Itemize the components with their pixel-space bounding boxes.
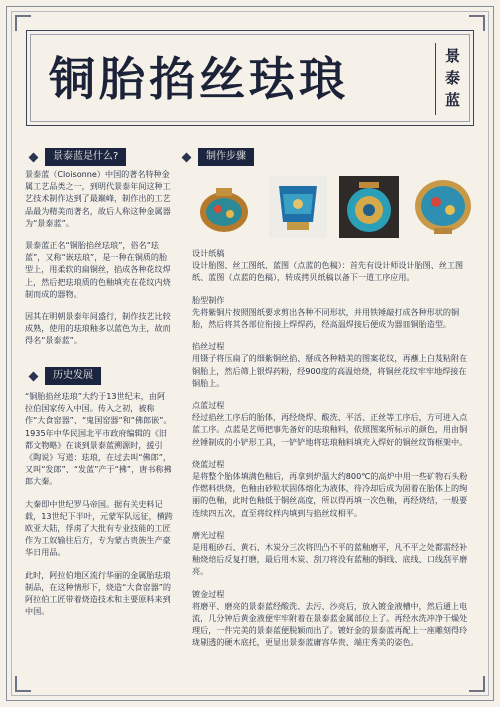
step-body: 先将紫铜片按照图纸要求剪出各种不同形状，并用铁锤敲打成各种形状的铜胎，然后将其各部位衔接上焊焊药，经高温焊接后便成为器皿铜胎造型。	[192, 306, 460, 330]
jingtailan-jar-photo	[339, 176, 399, 238]
subtitle-char: 景	[444, 47, 460, 65]
paragraph: 大秦即中世纪罗马帝国。据有关史料记载，13世纪下半叶，元蒙军队远征，横跨欧亚大陆，俘虏了大批有专业技能的工匠作为工奴输往后方，专为蒙古贵族生产豪华日用品。	[25, 498, 173, 558]
step-item	[192, 247, 474, 284]
section-heading-history	[30, 367, 101, 385]
diamond-bullet-icon	[182, 152, 192, 162]
corner-ornament	[469, 676, 485, 692]
paragraph: “铜胎掐丝珐琅”大约于13世纪末，由阿拉伯国家传入中国。传入之初，被称作“大食窑器”、“鬼国窑器”和“佛郎嵌”。1935年中华民国北平市政府编辑的《旧都文物略》在谈到景泰蓝溯源时，援引《陶说》写道：珐琅，在过去叫“佛郎”，又叫“发郎”、“发蓝”产于“拂”，唐书称拂郎大秦。	[25, 391, 172, 487]
step-title: 胎型制作	[192, 294, 225, 305]
subtitle-vertical	[435, 43, 463, 115]
step-body: 将磨平、磨亮的景泰蓝经酸洗、去污、沙亮后，放入镀金液槽中，然后通上电流，几分钟后黄金液便牢牢附着在景泰蓝金属部位上了。再经水洗冲净干燥处理后，一件完美的景泰蓝便脱颖而出了。镀好金的景泰蓝再配上一座雕刻得玲珑剔透的硬木底托，更显出景泰蓝庸容华贵、端庄秀美的姿色。	[192, 600, 468, 648]
photo-strip	[192, 176, 474, 240]
step-title: 点蓝过程	[192, 400, 225, 411]
step-item	[192, 588, 474, 649]
step-title: 掐丝过程	[192, 341, 225, 352]
step-title: 镀金过程	[192, 588, 225, 599]
page-title: 铜胎掐丝珐琅	[49, 52, 349, 106]
step-item	[192, 529, 474, 578]
diamond-bullet-icon	[29, 152, 39, 162]
jingtailan-bowl-photo	[412, 176, 474, 238]
step-body: 经过掐丝工序后的胎体，再经烧焊、酸洗、平活、正丝等工序后，方可进入点蓝工序。点蓝是艺师把事先备好的珐琅釉料，依照图案所标示的颜色，用由铜丝锤制成的小铲形工具，一铲铲地将珐琅釉料填充入焊好的铜丝纹饰框架中。	[192, 412, 468, 447]
step-item	[192, 458, 474, 519]
subtitle-char: 泰	[444, 69, 460, 87]
paragraph: 景泰蓝（Cloisonne）中国的著名特种金属工艺品类之一，到明代景泰年间这种工艺技术制作达到了最巅峰，制作出的工艺品最为精美而著名，故后人称这种金属器为“景泰蓝”。	[25, 169, 171, 228]
jingtailan-cup-photo	[269, 176, 327, 238]
jingtailan-vase-photo	[192, 176, 256, 238]
step-body: 用镊子将压扁了的细紫铜丝掐、掰成各种精美的图案花纹，再蘸上白芨粘附在铜胎上，然后筛上银焊药粉，经900度的高温焙烧，将铜丝花纹牢牢地焊接在铜胎上。	[192, 353, 468, 388]
corner-ornament	[15, 676, 31, 692]
step-title: 设计纸稿	[192, 248, 225, 258]
paragraph: 此时，阿拉伯地区流行华丽的金属胎珐琅制品，在这种情形下，烧造“大食窑器”的阿拉伯工匠带着烧造技术和主要原料来到中国。	[25, 569, 171, 617]
history-text	[25, 390, 173, 627]
section-heading-label: 景泰蓝是什么?	[45, 148, 126, 166]
step-body: 是将整个胎体填满色釉后，再拿到炉温大约800℃的高炉中用一些矿物石头粉作燃料烘烧，色釉由砂粒状固体熔化为液体，待冷却后成为固着在胎体上的绚丽的色釉，此时色釉低于铜丝高度，所以得再填一次色釉，再经烧结，一般要连续四五次，直至将纹样内填到与掐丝纹相平。	[192, 471, 468, 518]
step-body: 是用粗砂石、黄石、木炭分三次将凹凸不平的蓝釉磨平，凡不平之处都需经补釉烧焙后反复打磨，最后用木炭、刮刀将没有蓝釉的铜线、底线、口线刮平磨亮。	[192, 542, 468, 577]
step-item	[192, 294, 474, 331]
corner-ornament	[469, 15, 485, 31]
steps-text	[192, 247, 474, 659]
diamond-bullet-icon	[29, 371, 39, 381]
step-item	[192, 399, 474, 448]
subtitle-char: 蓝	[444, 91, 460, 109]
section-heading-steps	[183, 148, 254, 166]
step-title: 磨光过程	[192, 529, 225, 540]
paragraph: 景泰蓝正名“铜胎掐丝珐琅”，俗名“珐蓝”，又称“嵌珐琅”，是一种在铜质的胎型上，用柔软的扁铜丝，掐成各种花纹焊上，然后把珐琅质的色釉填充在花纹内烧制而成的器物。	[25, 240, 171, 299]
step-title: 烧蓝过程	[192, 458, 225, 469]
section-heading-label: 制作步骤	[198, 148, 254, 166]
step-body: 设计胎图、丝工图纸、蓝图（点蓝的色稿）：首先有设计师设计胎图、丝工图纸、蓝图（点蓝的色稿），转成拷贝纸稿以备下一道工序应用。	[192, 260, 464, 283]
step-item	[192, 340, 474, 389]
corner-ornament	[15, 15, 31, 31]
title-banner	[26, 30, 474, 126]
what-is-text	[25, 168, 173, 357]
paragraph: 因其在明朝景泰年间盛行，制作技艺比较成熟，使用的珐琅釉多以蓝色为主，故而得名“景泰蓝”。	[25, 311, 171, 346]
section-heading-what-is	[30, 148, 126, 166]
section-heading-label: 历史发展	[45, 367, 101, 385]
